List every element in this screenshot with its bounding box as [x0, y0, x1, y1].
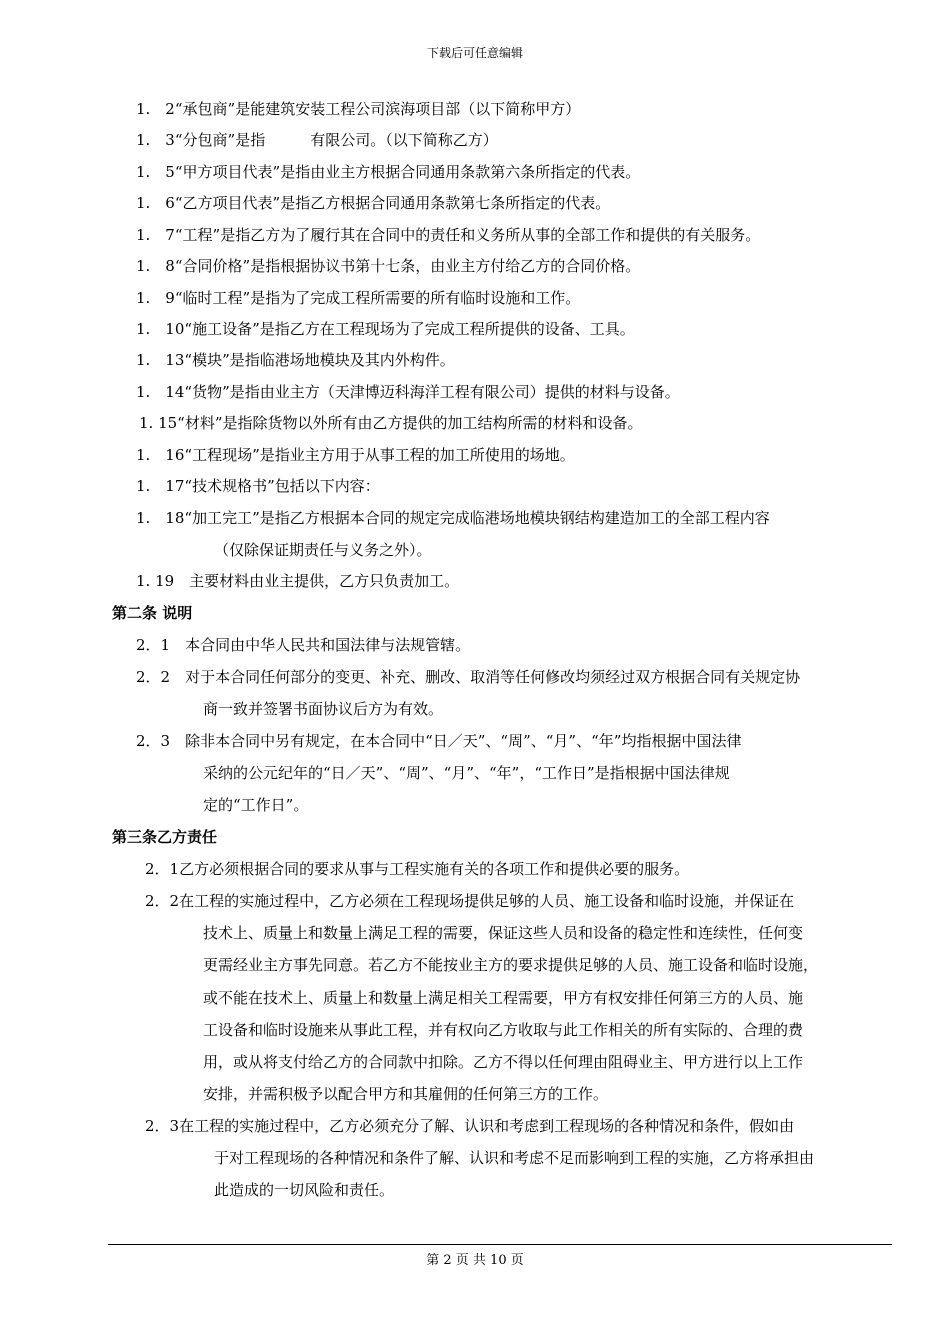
clause-3-3: 2．3在工程的实施过程中，乙方必须充分了解、认识和考虑到工程现场的各种情况和条件，假如由	[145, 1117, 795, 1135]
clause-1-5: 1. 5“甲方项目代表”是指由业主方根据合同通用条款第六条所指定的代表。	[136, 163, 641, 181]
clause-3-3-cont-2: 此造成的一切风险和责任。	[214, 1181, 395, 1199]
clause-3-2-cont-5: 用，或从将支付给乙方的合同款中扣除。乙方不得以任何理由阻碍业主、甲方进行以上工作	[203, 1053, 804, 1071]
clause-2-2: 2．2 对于本合同任何部分的变更、补充、删改、取消等任何修改均须经过双方根据合同有关规定协	[136, 668, 801, 686]
clause-1-9: 1. 9“临时工程”是指为了完成工程所需要的所有临时设施和工作。	[136, 289, 581, 307]
clause-3-2: 2．2在工程的实施过程中，乙方必须在工程现场提供足够的人员、施工设备和临时设施，并保证在	[145, 892, 795, 910]
clause-3-2-cont-4: 工设备和临时设施来从事此工程，并有权向乙方收取与此工作相关的所有实际的、合理的费	[203, 1021, 804, 1039]
clause-1-6: 1. 6“乙方项目代表”是指乙方根据合同通用条款第七条所指定的代表。	[136, 194, 611, 212]
clause-3-2-cont-2: 更需经业主方事先同意。若乙方不能按业主方的要求提供足够的人员、施工设备和临时设施，	[203, 956, 819, 974]
clause-1-18: 1. 18“加工完工”是指乙方根据本合同的规定完成临港场地模块钢结构建造加工的全部工程内容	[136, 509, 770, 527]
clause-1-13: 1. 13“模块”是指临港场地模块及其内外构件。	[136, 351, 455, 369]
section-heading-3: 第三条乙方责任	[112, 828, 218, 846]
clause-2-1: 2．1 本合同由中华人民共和国法律与法规管辖。	[136, 636, 471, 654]
clause-1-16: 1. 16“工程现场”是指业主方用于从事工程的加工所使用的场地。	[136, 446, 575, 464]
clause-3-2-cont-6: 安排，并需积极予以配合甲方和其雇佣的任何第三方的工作。	[203, 1085, 609, 1103]
clause-3-2-cont-1: 技术上、质量上和数量上满足工程的需要，保证这些人员和设备的稳定性和连续性，任何变	[203, 924, 804, 942]
clause-1-3: 1. 3“分包商”是指 有限公司。（以下简称乙方）	[136, 131, 498, 149]
clause-1-8: 1. 8“合同价格”是指根据协议书第十七条，由业主方付给乙方的合同价格。	[136, 257, 641, 275]
clause-3-1: 2．1乙方必须根据合同的要求从事与工程实施有关的各项工作和提供必要的服务。	[145, 860, 690, 878]
clause-1-14: 1. 14“货物”是指由业主方（天津博迈科海洋工程有限公司）提供的材料与设备。	[136, 383, 680, 401]
clause-1-19: 1. 19 主要材料由业主提供，乙方只负责加工。	[136, 572, 460, 590]
clause-1-2: 1. 2“承包商”是能建筑安装工程公司滨海项目部（以下简称甲方）	[136, 100, 581, 118]
page-number: 第 2 页 共 10 页	[426, 1253, 524, 1268]
clause-1-10: 1. 10“施工设备”是指乙方在工程现场为了完成工程所提供的设备、工具。	[136, 320, 635, 338]
clause-2-3-cont-1: 采纳的公元纪年的“日／天”、“周”、“月”、“年”，“工作日”是指根据中国法律规	[203, 764, 730, 782]
clause-2-3: 2．3 除非本合同中另有规定，在本合同中“日／天”、“周”、“月”、“年”均指根据中国法律	[136, 732, 742, 750]
clause-2-2-cont: 商一致并签署书面协议后方为有效。	[203, 700, 444, 718]
clause-1-15: 1. 15“材料”是指除货物以外所有由乙方提供的加工结构所需的材料和设备。	[139, 414, 643, 432]
clause-1-17: 1. 17“技术规格书”包括以下内容：	[136, 477, 380, 495]
clause-1-18-cont: （仅除保证期责任与义务之外）。	[214, 541, 432, 559]
clause-3-2-cont-3: 或不能在技术上、质量上和数量上满足相关工程需要，甲方有权安排任何第三方的人员、施	[203, 989, 804, 1007]
footer-divider	[108, 1244, 892, 1245]
clause-2-3-cont-2: 定的“工作日”。	[203, 796, 309, 814]
clause-1-7: 1. 7“工程”是指乙方为了履行其在合同中的责任和义务所从事的全部工作和提供的有关服务。	[136, 226, 761, 244]
section-heading-2: 第二条 说明	[112, 604, 193, 622]
page-header: 下载后可任意编辑	[426, 46, 523, 60]
clause-3-3-cont-1: 于对工程现场的各种情况和条件了解、认识和考虑不足而影响到工程的实施，乙方将承担由	[214, 1149, 815, 1167]
